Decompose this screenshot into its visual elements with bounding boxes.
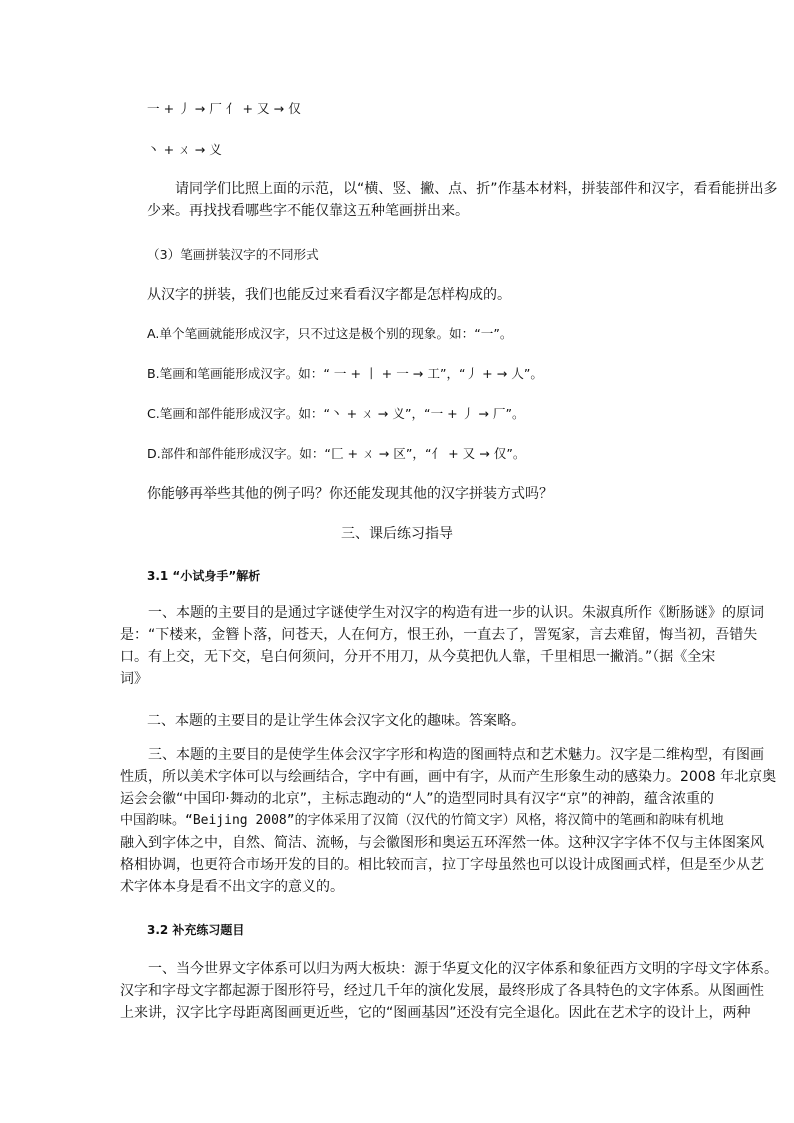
item-c: C.笔画和部件能形成汉字。如：“丶 + ㄨ → 义”，“一 + 丿 → 厂”。: [147, 406, 525, 421]
question: 你能够再举些其他的例子吗？你还能发现其他的汉字拼装方式吗？: [147, 486, 553, 502]
section3-lead: 从汉字的拼装，我们也能反过来看看汉字都是怎样构成的。: [147, 287, 511, 303]
s31-p1-line-4: 词》: [120, 671, 148, 687]
chapter-title: 三、课后练习指导: [341, 526, 453, 542]
section-3-1-paragraph-3: [120, 744, 776, 898]
s31-p3-line-7: 术字体本身是看不出文字的意义的。: [120, 879, 344, 895]
s32-p1-line-2: 汉字和字母文字都起源于图形符号，经过几千年的演化发展，最终形成了各具特色的文字体系。从图画性: [120, 983, 764, 999]
s31-p1-line-3: 口。有上交，无下交，皂白何须问，分开不用刀，从今莫把仇人靠，千里相思一撇消。”（据《全宋: [120, 649, 716, 665]
section-3-2-paragraph-1: [120, 958, 778, 1024]
s31-p3-line-2: 性质，所以美术字体可以与绘画结合，字中有画，画中有字，从而产生形象生动的感染力。2008 年北京奥: [120, 769, 777, 785]
intro-line-2: 少来。再找找看哪些字不能仅靠这五种笔画拼出来。: [147, 203, 469, 219]
item-b: B.笔画和笔画能形成汉字。如：“ 一 + 丨 + 一 → 工”，“丿 + → 人”。: [147, 366, 544, 381]
s31-p3-line-5: 融入到字体之中，自然、简洁、流畅，与会徽图形和奥运五环浑然一体。这种汉字字体不仅与主体图案风: [120, 835, 764, 851]
s31-p3-line-3: 运会会徽“中国印·舞动的北京”，主标志跑动的“人”的造型同时具有汉字“京”的神韵，蕴含浓重的: [120, 791, 714, 807]
stroke-example-line-2: 丶 + ㄨ → 义: [147, 142, 222, 157]
item-a: A.单个笔画就能形成汉字，只不过这是极个别的现象。如：“一”。: [147, 326, 513, 341]
section-3-1-title: 3.1 “小试身手”解析: [147, 569, 261, 583]
section3-title: （3）笔画拼装汉字的不同形式: [147, 247, 319, 262]
item-d: D.部件和部件能形成汉字。如：“匚 + ㄨ → 区”，“亻 + 又 → 仅”。: [147, 446, 526, 461]
s31-p3-line-4: 中国韵味。“Beijing 2008”的字体采用了汉简（汉代的竹简文字）风格，将汉简中的笔画和韵味有机地: [120, 813, 724, 828]
stroke-example-line-1: 一 + 丿 → 厂 亻 + 又 → 仅: [147, 101, 301, 116]
intro-line-1: 请同学们比照上面的示范，以“横、竖、撇、点、折”作基本材料，拼装部件和汉字，看看能拼出多: [175, 181, 778, 197]
s32-p1-line-3: 上来讲，汉字比字母距离图画更近些，它的“图画基因”还没有完全退化。因此在艺术字的设计上，两种: [120, 1005, 751, 1021]
s31-p1-line-1: 一、本题的主要目的是通过字谜使学生对汉字的构造有进一步的认识。朱淑真所作《断肠谜》的原词: [148, 605, 764, 621]
section-3-1-paragraph-1: [120, 602, 764, 690]
s31-p1-line-2: 是：“下楼来，金簪卜落，问苍天，人在何方，恨王孙，一直去了，詈冤家，言去难留，悔当初，吾错失: [120, 627, 758, 643]
section-3-1-paragraph-2: 二、本题的主要目的是让学生体会汉字文化的趣味。答案略。: [147, 713, 525, 729]
intro-paragraph: [147, 178, 778, 222]
s31-p3-line-1: 三、本题的主要目的是使学生体会汉字字形和构造的图画特点和艺术魅力。汉字是二维构型，有图画: [148, 747, 764, 763]
s31-p3-line-6: 格相协调，也更符合市场开发的目的。相比较而言，拉丁字母虽然也可以设计成图画式样，但是至少从艺: [120, 857, 764, 873]
section-3-2-title: 3.2 补充练习题目: [147, 923, 245, 937]
s32-p1-line-1: 一、当今世界文字体系可以归为两大板块：源于华夏文化的汉字体系和象征西方文明的字母文字体系。: [148, 961, 778, 977]
